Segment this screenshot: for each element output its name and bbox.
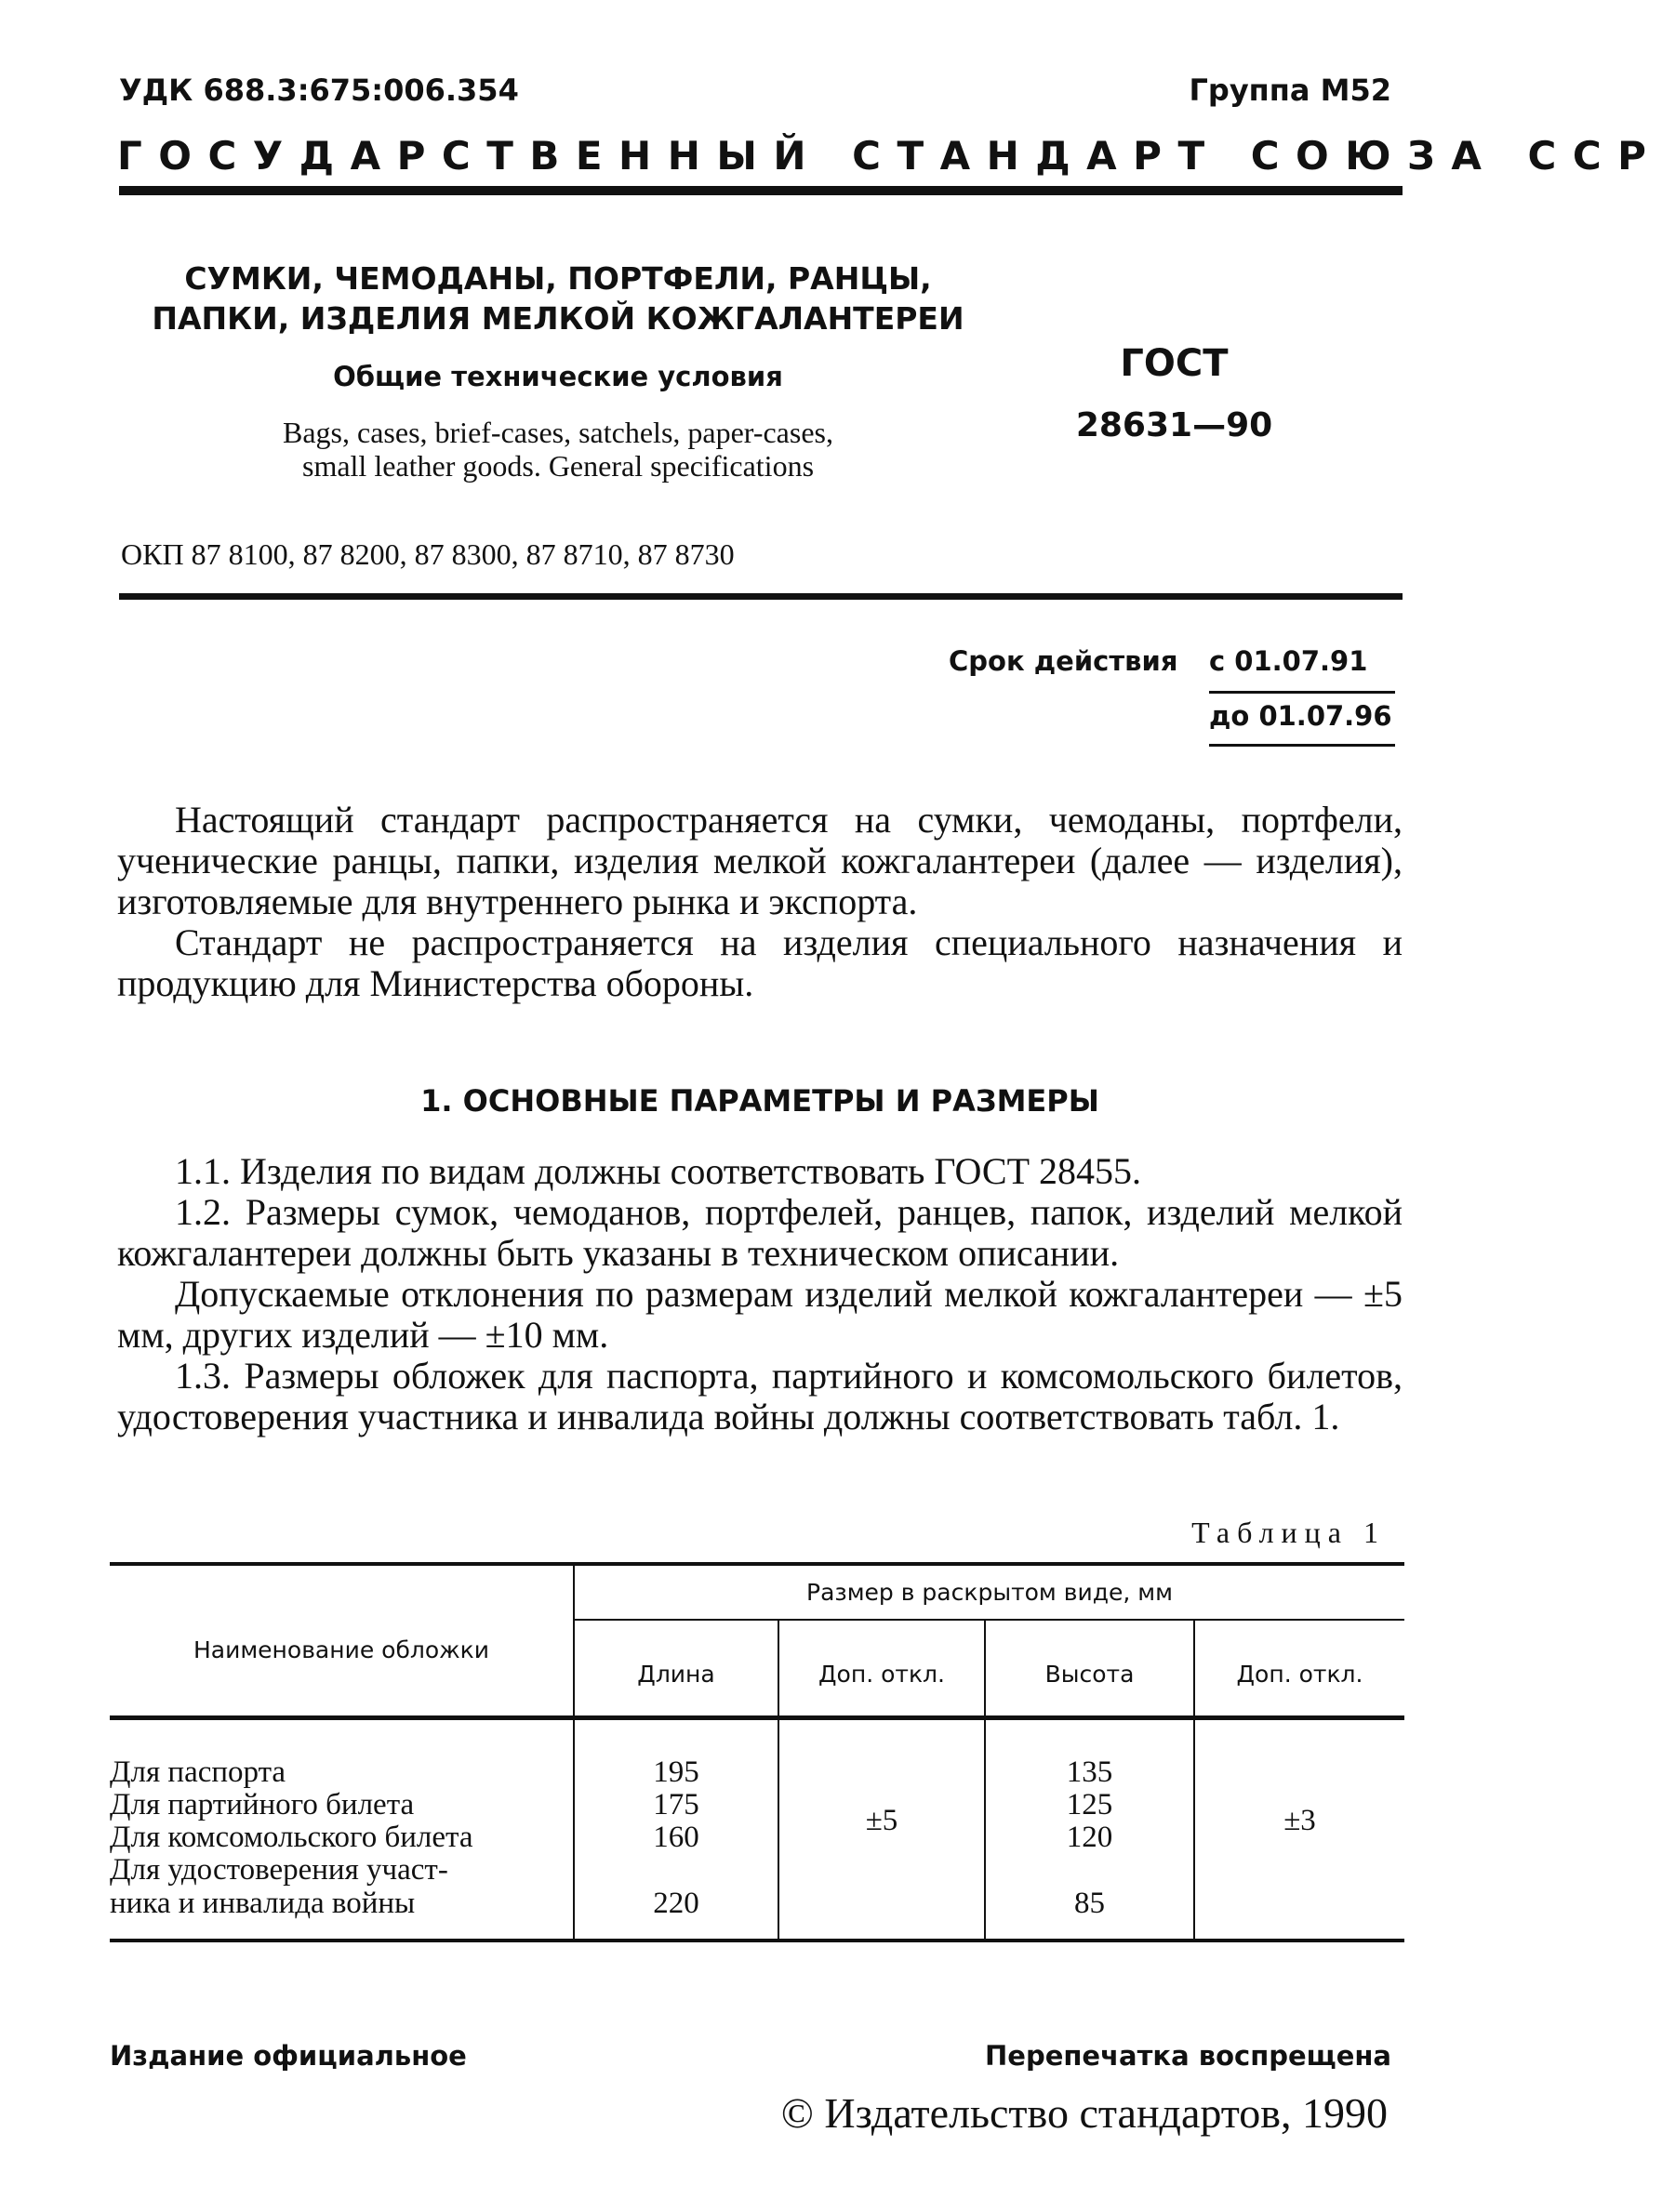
official-edition-note: Издание официальное <box>110 2040 467 2072</box>
clause-1-3: 1.3. Размеры обложек для паспорта, партийного и комсомольского билетов, удостоверения участника и инвалида войны должны соответствовать табл. 1. <box>117 1355 1403 1437</box>
table-vline-1 <box>573 1566 575 1939</box>
document-title <box>140 258 977 338</box>
row-height: 135 <box>1066 1755 1113 1789</box>
gost-number: 28631—90 <box>1075 406 1273 444</box>
section-1-text <box>117 1151 1403 1437</box>
state-standard-heading: ГОСУДАРСТВЕННЫЙ СТАНДАРТ СОЮЗА ССР <box>117 133 1662 179</box>
row-length: 175 <box>653 1788 699 1821</box>
table-bottom-rule <box>110 1939 1404 1942</box>
header-tolerance-2: Доп. откл. <box>1236 1661 1363 1688</box>
tolerance-paragraph: Допускаемые отклонения по размерам изделий мелкой кожгалантереи — ±5 мм, других изделий — ±10 мм. <box>117 1273 1403 1356</box>
intro-text <box>117 800 1403 1004</box>
row-height: 125 <box>1066 1788 1113 1821</box>
row-height: 120 <box>1066 1821 1113 1854</box>
group-code: Группа М52 <box>1189 73 1391 108</box>
english-title-line-2: small leather goods. General specifications <box>301 449 815 483</box>
header-size-group: Размер в раскрытом виде, мм <box>806 1579 1173 1606</box>
intro-paragraph-1: Настоящий стандарт распространяется на сумки, чемоданы, портфели, ученические ранцы, папки, изделия мелкой кожгалантереи (далее — изделия), изготовляемые для внутреннего рынка и экспорта. <box>117 799 1403 922</box>
header-name: Наименование обложки <box>193 1636 490 1663</box>
header-rule <box>119 186 1403 195</box>
copyright-line: © Издательство стандартов, 1990 <box>780 2089 1388 2137</box>
title-line-2: ПАПКИ, ИЗДЕЛИЯ МЕЛКОЙ КОЖГАЛАНТЕРЕИ <box>152 300 964 337</box>
title-line-1: СУМКИ, ЧЕМОДАНЫ, ПОРТФЕЛИ, РАНЦЫ, <box>184 260 932 297</box>
tolerance-length-value: ±5 <box>865 1804 898 1837</box>
tolerance-height-value: ±3 <box>1283 1804 1316 1837</box>
row-name-line-2: ника и инвалида войны <box>110 1887 416 1920</box>
reprint-prohibited-note: Перепечатка воспрещена <box>985 2040 1391 2072</box>
row-length: 160 <box>653 1821 699 1854</box>
intro-paragraph-2: Стандарт не распространяется на изделия специального назначения и продукцию для Министерства обороны. <box>117 921 1403 1004</box>
header-length: Длина <box>637 1661 715 1688</box>
section-1-title: 1. ОСНОВНЫЕ ПАРАМЕТРЫ И РАЗМЕРЫ <box>420 1083 1099 1119</box>
gost-label: ГОСТ <box>1120 342 1229 385</box>
table-header-rule <box>110 1715 1404 1720</box>
row-name: Для паспорта <box>110 1755 286 1789</box>
clause-1-1: 1.1. Изделия по видам должны соответствовать ГОСТ 28455. <box>175 1150 1142 1192</box>
row-name: Для партийного билета <box>110 1788 415 1821</box>
row-length: 220 <box>653 1887 699 1920</box>
clause-1-2: 1.2. Размеры сумок, чемоданов, портфелей, ранцев, папок, изделий мелкой кожгалантереи должны быть указаны в техническом описании. <box>117 1191 1403 1274</box>
english-title-line-1: Bags, cases, brief-cases, satchels, paper-cases, <box>283 416 833 449</box>
validity-to: до 01.07.96 <box>1209 700 1392 732</box>
header-height: Высота <box>1044 1661 1135 1688</box>
okp-rule <box>119 593 1403 600</box>
validity-label: Срок действия <box>949 645 1178 677</box>
validity-from: с 01.07.91 <box>1209 645 1368 677</box>
table-caption: Таблица 1 <box>1191 1516 1386 1549</box>
table-subheader-rule <box>575 1619 1404 1621</box>
header-tolerance-1: Доп. откл. <box>818 1661 945 1688</box>
row-name: Для комсомольского билета <box>110 1821 473 1854</box>
row-name-line-1: Для удостоверения участ- <box>110 1853 448 1887</box>
okp-codes: ОКП 87 8100, 87 8200, 87 8300, 87 8710, 87 8730 <box>121 537 735 571</box>
row-height: 85 <box>1074 1887 1105 1920</box>
validity-rule-2 <box>1209 744 1395 747</box>
english-title <box>140 416 977 483</box>
validity-rule-1 <box>1209 691 1395 694</box>
udk-code: УДК 688.3:675:006.354 <box>119 73 519 108</box>
table-top-rule <box>110 1562 1404 1566</box>
row-length: 195 <box>653 1755 699 1789</box>
document-subtitle: Общие технические условия <box>333 361 783 392</box>
